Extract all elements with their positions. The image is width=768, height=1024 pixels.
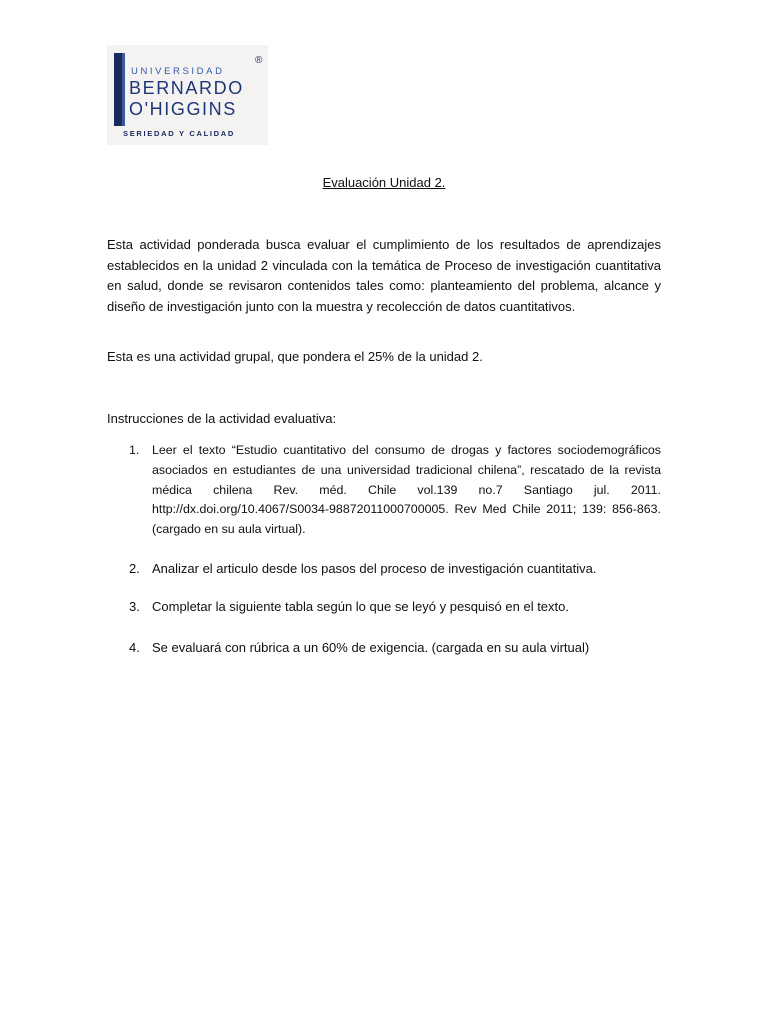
step-number: 1. xyxy=(129,443,140,457)
instruction-item xyxy=(107,597,661,617)
step-text: Se evaluará con rúbrica a un 60% de exigencia. (cargada en su aula virtual) xyxy=(152,639,590,655)
logo-tagline: SERIEDAD Y CALIDAD xyxy=(123,129,236,138)
logo-universidad-text: UNIVERSIDAD xyxy=(131,66,225,77)
step-number: 2. xyxy=(129,560,140,576)
step-text: Analizar el articulo desde los pasos del proceso de investigación cuantitativa. xyxy=(152,560,597,576)
instructions-list xyxy=(107,441,661,658)
instruction-item xyxy=(107,638,661,658)
instruction-item xyxy=(107,559,661,579)
registered-mark: ® xyxy=(255,55,263,66)
document-title: Evaluación Unidad 2. xyxy=(322,175,446,190)
instructions-heading: Instrucciones de la actividad evaluativa: xyxy=(107,411,337,426)
step-number: 4. xyxy=(129,639,140,655)
group-activity-note: Esta es una actividad grupal, que pondera el 25% de la unidad 2. xyxy=(107,349,483,364)
university-logo xyxy=(107,45,268,145)
intro-paragraph: Esta actividad ponderada busca evaluar el cumplimiento de los resultados de aprendizajes establecidos en la unidad 2 vinculada con la temática de Proceso de investigación cuantitativa en salud, donde se revisaron contenidos tales como: planteamiento del problema, alcance y diseño de investigación junto con la muestra y recolección de datos cuantitativos. xyxy=(107,237,661,314)
logo-bar-mark xyxy=(114,53,122,126)
step-text: Leer el texto “Estudio cuantitativo del consumo de drogas y factores sociodemográficos asociados en estudiantes de una universidad tradicional chilena”, rescatado de la revista médica chilena Rev. méd. Chile vol.139 no.7 Santiago jul. 2011. http://dx.doi.org/10.4067/S0034-98872011000700005. Rev Med Chile 2011; 139: 856-863. (cargado en su aula virtual). xyxy=(152,443,661,537)
instruction-item xyxy=(107,441,661,540)
logo-ohiggins-text: O'HIGGINS xyxy=(129,99,237,119)
logo-bernardo-text: BERNARDO xyxy=(129,78,244,98)
step-number: 3. xyxy=(129,598,140,614)
logo-bar-accent xyxy=(122,53,125,126)
step-text: Completar la siguiente tabla según lo que se leyó y pesquisó en el texto. xyxy=(152,598,569,614)
